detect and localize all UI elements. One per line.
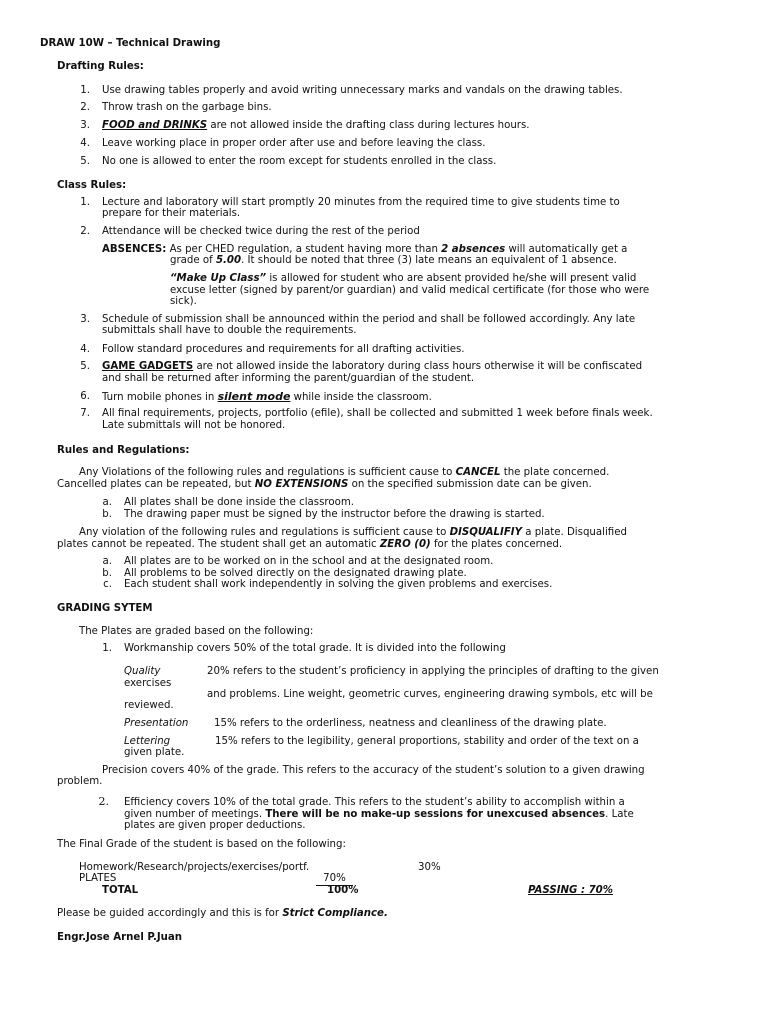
list-item: All plates are to be worked on in the school and at the designated room. (124, 556, 494, 567)
paragraph-cancel-2: Cancelled plates can be repeated, but NO EXTENSIONS on the specified submission date can be given. (57, 479, 592, 490)
signature: Engr.Jose Arnel P.Juan (57, 932, 182, 943)
drafting-rules-heading: Drafting Rules: (57, 61, 144, 72)
list-number: 2. (80, 102, 90, 113)
list-number: 4. (80, 138, 90, 149)
workmanship-line: Workmanship covers 50% of the total grade. It is divided into the following (124, 643, 506, 654)
list-item-continued: prepare for their materials. (102, 208, 241, 219)
plates-label: PLATES (79, 873, 117, 884)
list-number: 3. (80, 120, 90, 131)
grading-intro: The Plates are graded based on the following: (79, 626, 314, 637)
list-item-continued: and shall be returned after informing the parent/guardian of the student. (102, 373, 475, 384)
quality-text-2: exercises (124, 678, 172, 689)
list-item-continued: submittals shall have to double the requirements. (102, 325, 357, 336)
paragraph-disqualify: Any violation of the following rules and regulations is sufficient cause to DISQUALIFIY a plate. Disqualified (79, 527, 627, 538)
paragraph-disqualify-2: plates cannot be repeated. The student shall get an automatic ZERO (0) for the plates concerned. (57, 539, 563, 550)
efficiency-line-2: given number of meetings. There will be no make-up sessions for unexcused absences. Late (124, 809, 634, 820)
list-item: All plates shall be done inside the classroom. (124, 497, 354, 508)
presentation-text: 15% refers to the orderliness, neatness and cleanliness of the drawing plate. (214, 718, 607, 729)
list-item: All final requirements, projects, portfolio (efile), shall be collected and submitted 1 week before finals week. (102, 408, 653, 419)
absences-line: ABSENCES: As per CHED regulation, a student having more than 2 absences will automatically get a (102, 244, 628, 255)
list-item: Attendance will be checked twice during the rest of the period (102, 226, 420, 237)
homework-value: 30% (418, 862, 441, 873)
precision-line-2: problem. (57, 776, 103, 787)
list-letter: a. (102, 497, 112, 508)
list-item: Lecture and laboratory will start promptly 20 minutes from the required time to give students time to (102, 197, 620, 208)
list-number: 1. (80, 197, 90, 208)
list-number: 5. (80, 156, 90, 167)
total-value: 100% (327, 885, 359, 896)
list-item: Throw trash on the garbage bins. (102, 102, 272, 113)
list-letter: b. (102, 509, 112, 520)
list-number: 7. (80, 408, 90, 419)
list-item: Follow standard procedures and requirements for all drafting activities. (102, 344, 465, 355)
strict-compliance: Strict Compliance. (282, 908, 388, 919)
list-number: 1. (102, 643, 112, 654)
total-label: TOTAL (102, 885, 139, 896)
quality-label: Quality (124, 666, 161, 677)
makeup-line: “Make Up Class” is allowed for student who are absent provided he/she will present valid (170, 273, 637, 284)
class-rules-heading: Class Rules: (57, 180, 127, 191)
list-number: 1. (80, 85, 90, 96)
list-item-continued: Late submittals will not be honored. (102, 420, 286, 431)
efficiency-line-3: plates are given proper deductions. (124, 820, 306, 831)
lettering-text: 15% refers to the legibility, general proportions, stability and order of the text on a (215, 736, 639, 747)
absences-label: ABSENCES: (102, 244, 167, 255)
list-item: No one is allowed to enter the room except for students enrolled in the class. (102, 156, 497, 167)
list-item: Schedule of submission shall be announced within the period and shall be followed accordingly. Any late (102, 314, 636, 325)
list-number: 4. (80, 344, 90, 355)
silent-mode-emphasis: silent mode (217, 390, 291, 403)
paragraph-cancel: Any Violations of the following rules and regulations is sufficient cause to CANCEL the plate concerned. (79, 467, 610, 478)
plates-value: 70% (316, 873, 353, 886)
list-number: 3. (80, 314, 90, 325)
list-letter: b. (102, 568, 112, 579)
list-number: 5. (80, 361, 90, 372)
passing-grade: PASSING : 70% (528, 885, 613, 896)
list-letter: a. (102, 556, 112, 567)
closing-line: Please be guided accordingly and this is for Strict Compliance. (57, 908, 388, 919)
final-grade-intro: The Final Grade of the student is based on the following: (57, 839, 346, 850)
rules-regulations-heading: Rules and Regulations: (57, 445, 190, 456)
list-item: FOOD and DRINKS are not allowed inside the drafting class during lectures hours. (102, 120, 530, 131)
list-item: Each student shall work independently in solving the given problems and exercises. (124, 579, 553, 590)
list-number: 2. (80, 226, 90, 237)
game-gadgets-emphasis: GAME GADGETS (102, 361, 194, 372)
course-title: DRAW 10W – Technical Drawing (40, 38, 221, 49)
homework-label: Homework/Research/projects/exercises/portf. (79, 862, 310, 873)
list-item: Leave working place in proper order after use and before leaving the class. (102, 138, 486, 149)
efficiency-line: Efficiency covers 10% of the total grade. This refers to the student’s ability to accomplish within a (124, 797, 625, 808)
list-number: 2. (98, 795, 109, 808)
absences-line-2: grade of 5.00. It should be noted that three (3) late means an equivalent of 1 absence. (170, 255, 617, 266)
list-item: GAME GADGETS are not allowed inside the laboratory during class hours otherwise it will be confiscated (102, 361, 643, 372)
list-item: Use drawing tables properly and avoid writing unnecessary marks and vandals on the drawing tables. (102, 85, 623, 96)
presentation-label: Presentation (124, 718, 189, 729)
lettering-label: Lettering (124, 736, 171, 747)
list-number: 6. (80, 391, 90, 402)
quality-text-4: reviewed. (124, 700, 174, 711)
list-item: Turn mobile phones in silent mode while inside the classroom. (102, 390, 432, 403)
quality-text-3: and problems. Line weight, geometric curves, engineering drawing symbols, etc will be (207, 689, 653, 700)
list-item: All problems to be solved directly on the designated drawing plate. (124, 568, 467, 579)
grading-heading: GRADING SYTEM (57, 603, 153, 614)
quality-text: 20% refers to the student’s proficiency in applying the principles of drafting to the given (207, 666, 659, 677)
food-drinks-emphasis: FOOD and DRINKS (102, 120, 208, 131)
makeup-label: “Make Up Class” (170, 273, 267, 284)
list-item: The drawing paper must be signed by the instructor before the drawing is started. (124, 509, 545, 520)
precision-line: Precision covers 40% of the grade. This refers to the accuracy of the student’s solution to a given drawing (102, 765, 645, 776)
lettering-text-2: given plate. (124, 747, 185, 758)
makeup-line-3: sick). (170, 296, 197, 307)
makeup-line-2: excuse letter (signed by parent/or guardian) and valid medical certificate (for those who were (170, 285, 650, 296)
list-letter: c. (103, 579, 112, 590)
